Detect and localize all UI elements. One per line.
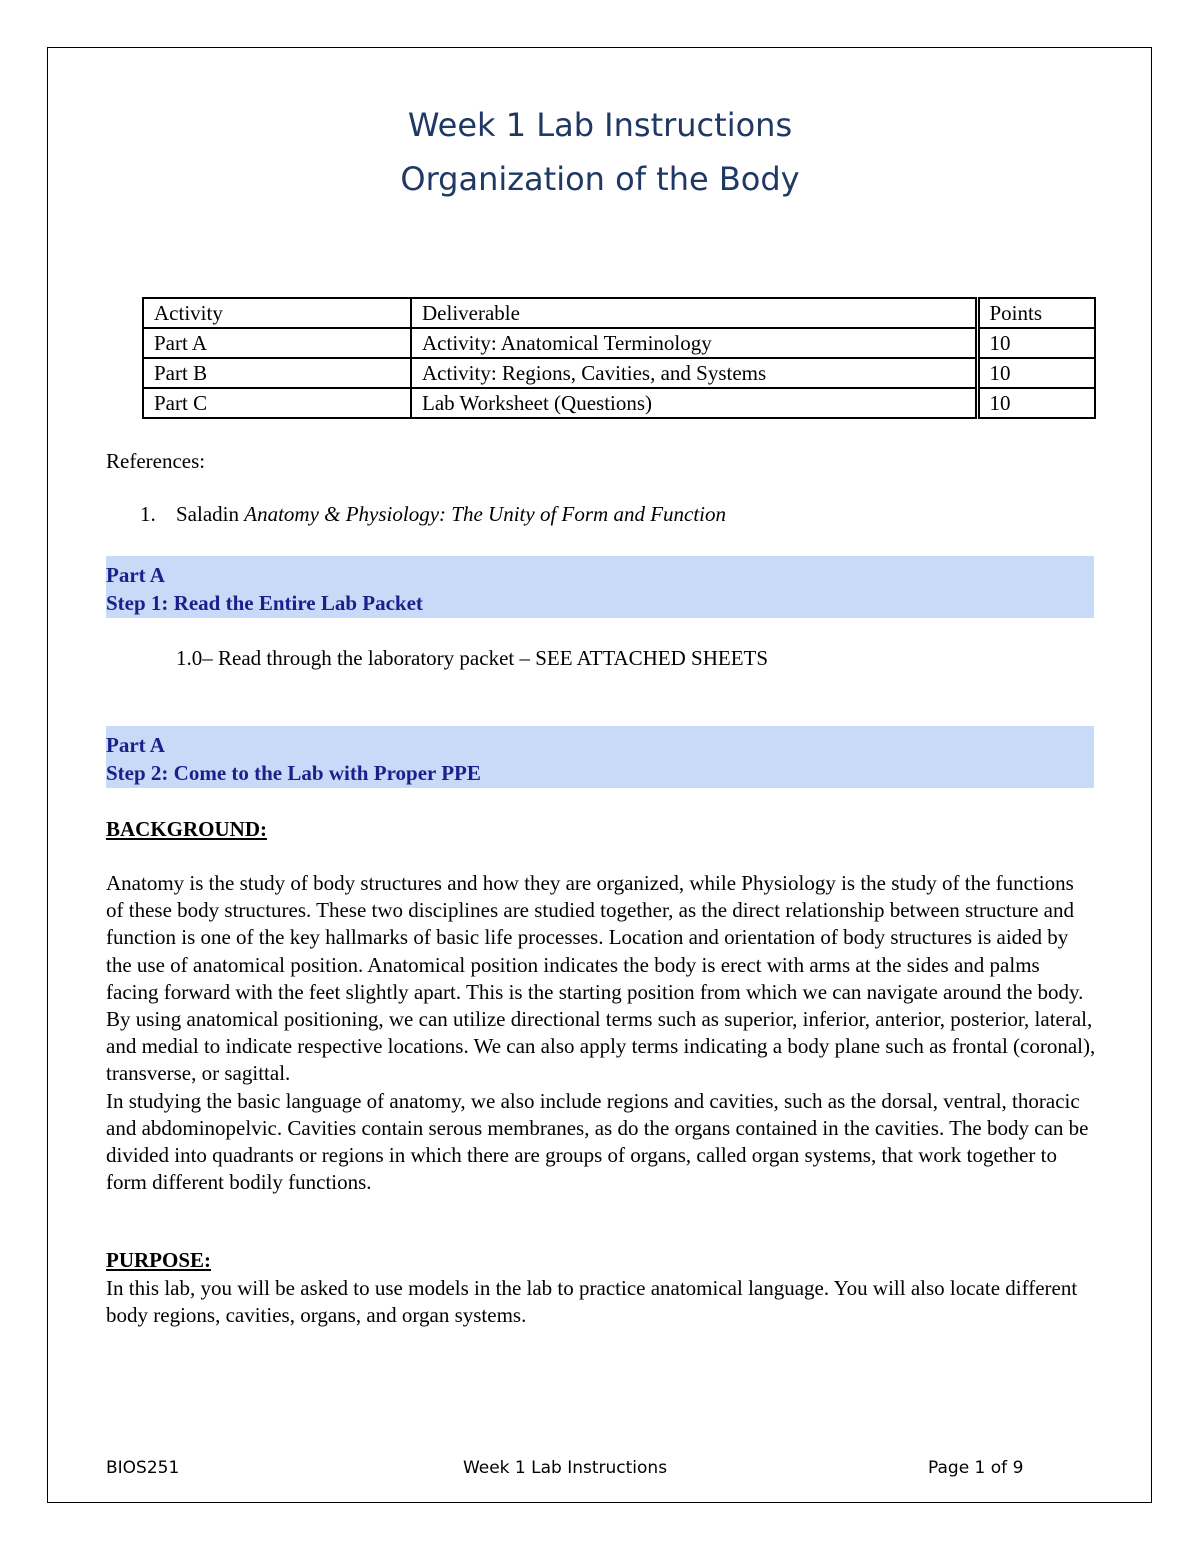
cell-activity: Part A	[143, 328, 411, 358]
cell-points: 10	[977, 328, 1095, 358]
background-text	[106, 870, 1096, 1196]
step2-part: Part A	[106, 733, 165, 757]
step1-banner	[106, 556, 1094, 618]
page-title: Week 1 Lab Instructions	[407, 106, 793, 144]
step1-item: 1.0– Read through the laboratory packet – SEE ATTACHED SHEETS	[176, 646, 769, 670]
background-paragraph-1: Anatomy is the study of body structures and how they are organized, while Physiology is the study of the functions of these body structures. These two disciplines are studied together, as the direct relationship between structure and function is one of the key hallmarks of basic life processes. Location and orientation of body structures is aided by the use of anatomical position. Anatomical position indicates the body is erect with arms at the sides and palms facing forward with the feet slightly apart. This is the starting position from which we can navigate around the body. By using anatomical positioning, we can utilize directional terms such as superior, inferior, anterior, posterior, lateral, and medial to indicate respective locations. We can also apply terms indicating a body plane such as frontal (coronal), transverse, or sagittal.	[106, 871, 1096, 1086]
background-heading: BACKGROUND:	[106, 817, 267, 841]
step1-title: Step 1: Read the Entire Lab Packet	[106, 591, 423, 615]
cell-deliverable: Activity: Regions, Cavities, and Systems	[411, 358, 977, 388]
table-row	[143, 388, 1095, 418]
footer-page-number: Page 1 of 9	[928, 1458, 1024, 1478]
step1-part: Part A	[106, 563, 165, 587]
table-row	[143, 358, 1095, 388]
background-paragraph-2: In studying the basic language of anatomy, we also include regions and cavities, such as the dorsal, ventral, thoracic and abdominopelvic. Cavities contain serous membranes, as do the organs contained in the cavities. The body can be divided into quadrants or regions in which there are groups of organs, called organ systems, that work together to form different bodily functions.	[106, 1088, 1089, 1195]
purpose-heading: PURPOSE:	[106, 1248, 211, 1272]
reference-book-title: Anatomy & Physiology: The Unity of Form and Function	[244, 502, 727, 526]
purpose-text: In this lab, you will be asked to use models in the lab to practice anatomical language. You will also locate different body regions, cavities, organs, and organ systems.	[106, 1276, 1078, 1328]
table-header-row	[143, 298, 1095, 328]
page-subtitle: Organization of the Body	[400, 160, 800, 198]
step2-banner	[106, 726, 1094, 788]
cell-activity: Part C	[143, 388, 411, 418]
activities-table	[142, 297, 1096, 419]
reference-author: Saladin	[176, 502, 245, 526]
reference-item	[140, 502, 726, 527]
header-deliverable: Deliverable	[411, 298, 977, 328]
header-points: Points	[977, 298, 1095, 328]
cell-deliverable: Activity: Anatomical Terminology	[411, 328, 977, 358]
cell-activity: Part B	[143, 358, 411, 388]
references-label: References:	[106, 449, 206, 473]
cell-deliverable: Lab Worksheet (Questions)	[411, 388, 977, 418]
cell-points: 10	[977, 358, 1095, 388]
footer-course: BIOS251	[106, 1458, 180, 1478]
table-row	[143, 328, 1095, 358]
footer-title: Week 1 Lab Instructions	[462, 1458, 668, 1478]
header-activity: Activity	[143, 298, 411, 328]
reference-number: 1.	[140, 502, 156, 526]
cell-points: 10	[977, 388, 1095, 418]
step2-title: Step 2: Come to the Lab with Proper PPE	[106, 761, 481, 785]
